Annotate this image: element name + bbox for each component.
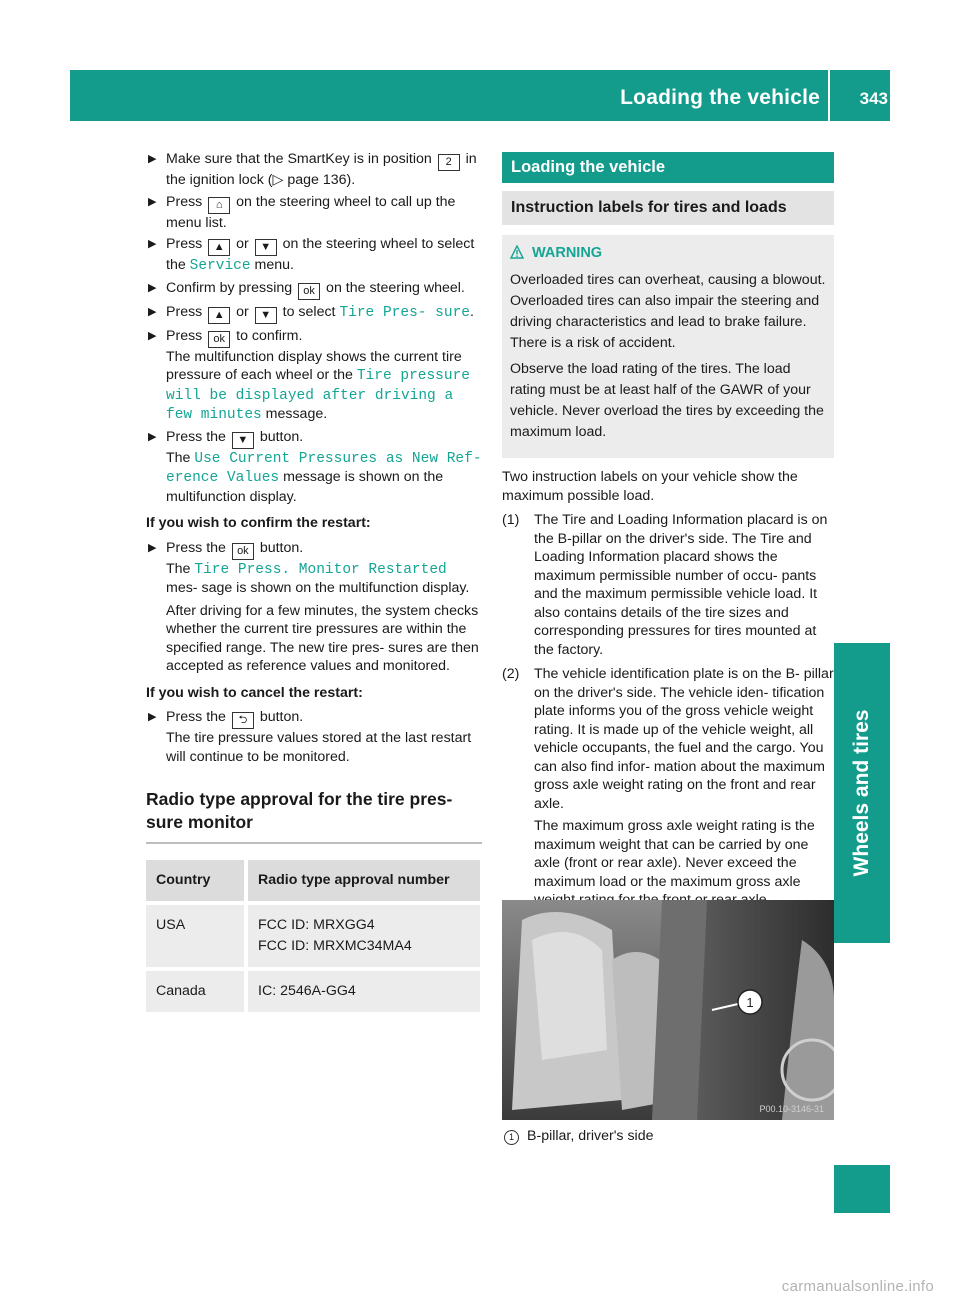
position-2-icon: 2	[438, 154, 460, 171]
step-press-ok: ▶ Press ok to confirm. The multifunction display shows the current tire pressure of each wheel or the Tire pressure will be displayed after driving a few minutes message.	[148, 327, 470, 423]
chapter-tab-label: Wheels and tires	[850, 709, 873, 877]
warning-paragraph: Observe the load rating of the tires. The load rating must be at least half of the GAWR of your vehicle. Never overload the tires by exceeding the maximum load.	[510, 361, 824, 440]
cell-approval-number: FCC ID: MRXGG4 FCC ID: MRXMC34MA4	[248, 905, 480, 967]
restart-explanation: After driving for a few minutes, the system checks whether the current tire pressures are within the specified range. The new tire pres- sures are then accepted as reference values and monitored.	[166, 602, 479, 674]
warning-triangle-icon	[510, 245, 524, 259]
display-text-tire-pressure: Tire Pres‑ sure	[339, 304, 470, 321]
photo-marker: 1	[746, 995, 754, 1010]
up-arrow-icon: ▲	[208, 239, 230, 256]
car-interior-illustration	[502, 900, 834, 1120]
step-arrow-icon: ▶	[148, 541, 157, 554]
b-pillar-photo	[502, 900, 834, 1120]
photo-code: P00.10-3146-31	[759, 1104, 824, 1114]
intro-paragraph: Two instruction labels on your vehicle show the maximum possible load.	[502, 469, 798, 504]
warning-title: WARNING	[510, 243, 826, 264]
step-confirm: ▶ Confirm by pressing ok on the steering wheel.	[146, 279, 482, 300]
list-item: (1) The Tire and Loading Information placard is on the B-pillar on the driver's side. The Tire and Loading Information placard shows the maximum permissible number of occu- pants and the maximum permissible vehicle load. It also contains details of the tire sizes and corresponding pressures for tires mounted at the factory.	[502, 512, 828, 658]
radio-approval-table	[146, 856, 480, 1016]
table-header-country: Country	[146, 860, 248, 901]
ok-icon: ok	[208, 331, 230, 348]
header-title: Loading the vehicle	[620, 86, 820, 109]
ok-icon: ok	[232, 543, 254, 560]
step-arrow-icon: ▶	[148, 305, 157, 318]
step-press-down: ▶ Press the ▼ button. The Use Current Pressures as New Ref‑ erence Values message is shown on the multifunction display.	[148, 428, 482, 505]
up-arrow-icon: ▲	[208, 307, 230, 324]
caption-marker-icon: 1	[504, 1130, 519, 1145]
step-select-service: ▶ Press ▲ or ▼ on the steering wheel to select the Service menu.	[148, 236, 475, 274]
display-text-service: Service	[189, 258, 251, 274]
display-text-pressure-message: Tire pressure will be displayed after driving a few minutes	[166, 368, 470, 423]
display-text-restarted: Tire Press. Monitor Restarted	[194, 561, 447, 578]
page-number: 343	[859, 89, 888, 108]
step-arrow-icon: ▶	[148, 430, 157, 443]
down-arrow-icon: ▼	[255, 307, 277, 324]
step-cancel-restart: ▶ Press the ⮌ button. The tire pressure values stored at the last restart will continue to be monitored.	[148, 709, 472, 765]
section-divider	[146, 842, 482, 844]
step-arrow-icon: ▶	[148, 153, 157, 165]
heading-cancel-restart: If you wish to cancel the restart:	[146, 684, 363, 701]
cell-country: Canada	[146, 971, 248, 1012]
page-header	[70, 70, 890, 121]
subsection-bar-instruction-labels: Instruction labels for tires and loads	[502, 191, 834, 226]
table-row	[146, 905, 480, 967]
right-column	[502, 152, 834, 910]
section-bar-loading: Loading the vehicle	[502, 152, 834, 183]
display-text-reference-values: Use Current Pressures as New Ref‑ erence Values	[166, 450, 482, 486]
home-icon: ⌂	[208, 197, 230, 214]
section-title-radio-approval: Radio type approval for the tire pres- sure monitor	[146, 789, 453, 832]
step-arrow-icon: ▶	[148, 195, 157, 208]
down-arrow-icon: ▼	[255, 239, 277, 256]
step-arrow-icon: ▶	[148, 329, 157, 342]
warning-box	[502, 235, 834, 458]
watermark: carmanualsonline.info	[781, 1278, 934, 1295]
ok-icon: ok	[298, 283, 320, 300]
page-ref-icon: ▷	[272, 172, 284, 188]
step-arrow-icon: ▶	[148, 238, 157, 250]
header-separator	[828, 70, 830, 121]
table-row	[146, 971, 480, 1012]
back-icon: ⮌	[232, 712, 254, 729]
chapter-tab	[834, 643, 890, 943]
step-confirm-restart: ▶ Press the ok button. The Tire Press. Monitor Restarted mes- sage is shown on the multifunction display. After driving for a few minutes, the system checks whether the current tire pressures are within the specified range. The new tire pres- sures are then accepted as reference values and monitored.	[146, 539, 482, 676]
warning-paragraph: Overloaded tires can overheat, causing a blowout. Overloaded tires can also impair the steering and driving characteristics and lead to brake failure. There is a risk of accident.	[510, 272, 826, 351]
cell-country: USA	[146, 905, 248, 967]
photo-caption: 1 B-pillar, driver's side	[504, 1128, 654, 1145]
step-select-tire-pressure: ▶ Press ▲ or ▼ to select Tire Pres‑ sure.	[146, 303, 482, 324]
left-column	[146, 150, 482, 1016]
table-header-approval-number: Radio type approval number	[248, 860, 480, 901]
list-item: (2) The vehicle identification plate is on the B- pillar on the driver's side. The vehicle iden- tification plate informs you of the gross vehicle weight rating. It is made up of the vehicle weight, all vehicle occupants, the fuel and the cargo. You can also find infor- mation about the maximum gross axle weight rating on the front and rear axle. The maximum gross axle weight rating is the maximum weight that can be carried by one axle (front or rear axle). Never exceed the maximum load or the maximum gross axle	[502, 666, 834, 890]
step-home: ▶ Press ⌂ on the steering wheel to call up the menu list.	[148, 193, 456, 231]
step-arrow-icon: ▶	[148, 711, 157, 723]
step-arrow-icon: ▶	[148, 281, 157, 294]
cell-approval-number: IC: 2546A-GG4	[248, 971, 480, 1012]
step-smartkey: ▶ Make sure that the SmartKey is in position 2 in the ignition lock (▷ page 136).	[148, 151, 477, 188]
chapter-marker	[834, 1165, 890, 1213]
down-arrow-icon: ▼	[232, 432, 254, 449]
heading-confirm-restart: If you wish to confirm the restart:	[146, 515, 371, 531]
